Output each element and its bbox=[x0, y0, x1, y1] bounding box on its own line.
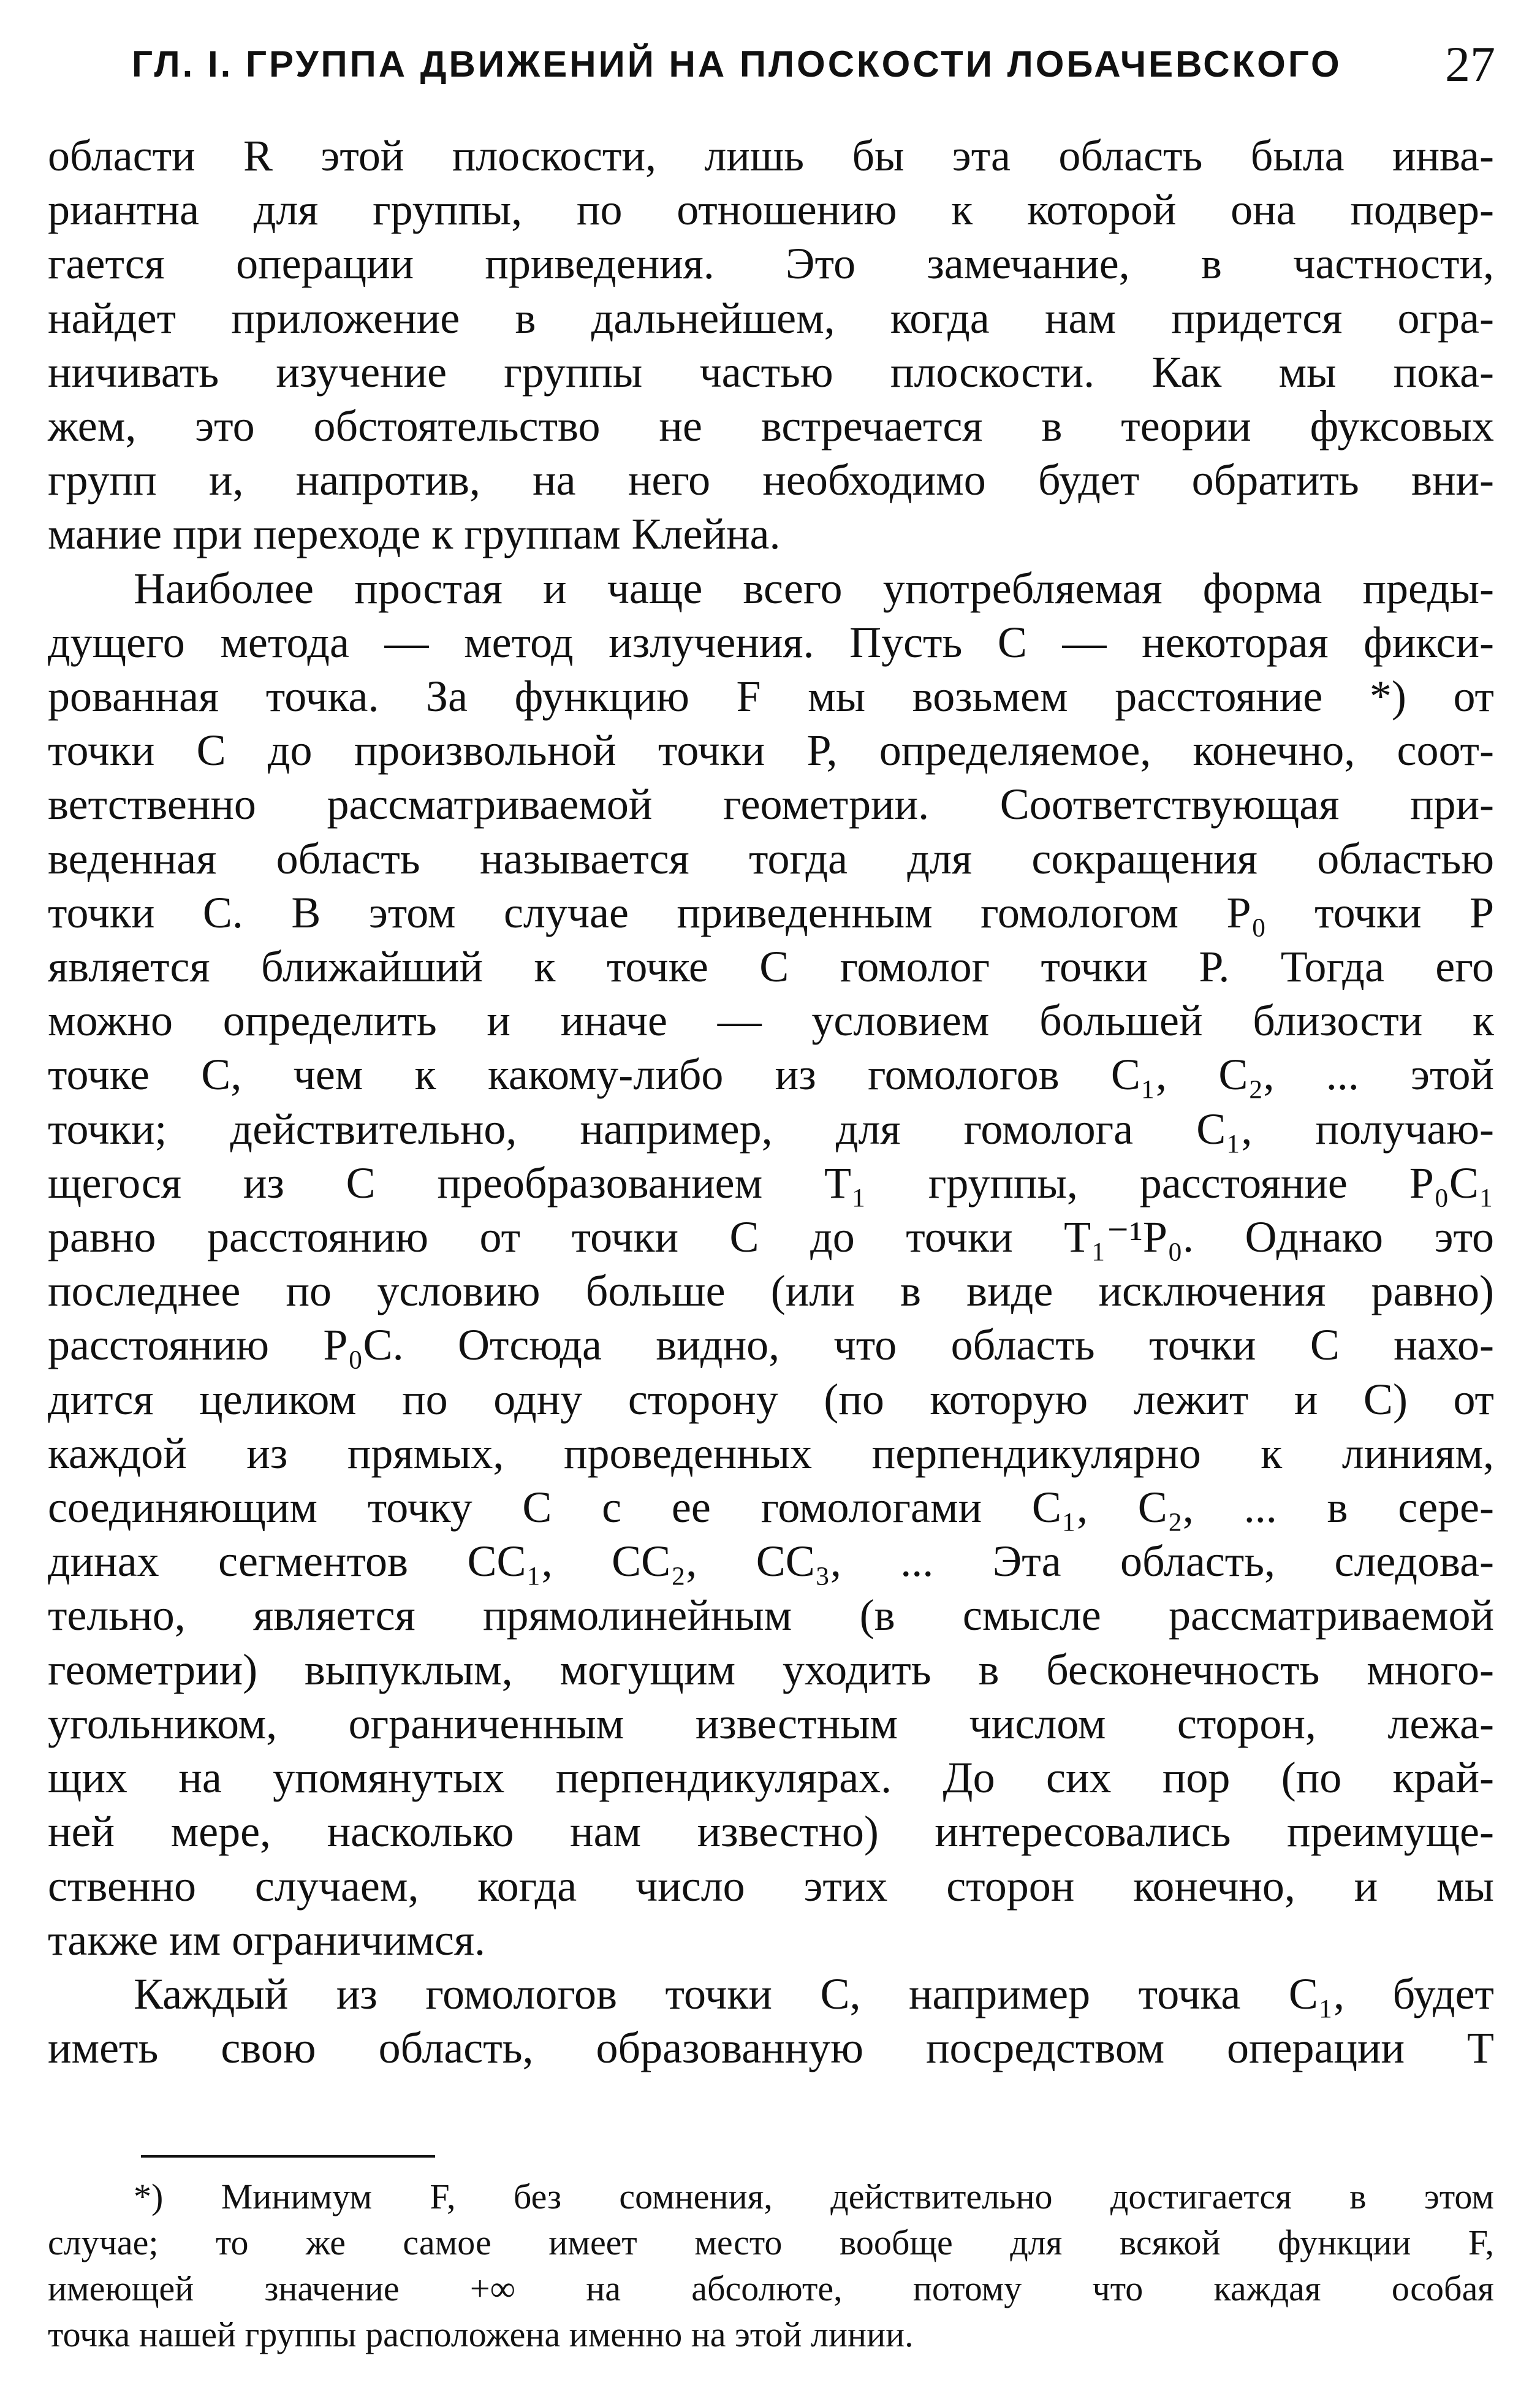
text-line: щегося из C преобразованием T₁ группы, расстояние P₀C₁ bbox=[48, 1158, 1494, 1208]
text-line: точки; действительно, например, для гомолога C₁, получаю- bbox=[48, 1104, 1494, 1154]
text-line: ственно случаем, когда число этих сторон конечно, и мы bbox=[48, 1861, 1494, 1911]
text-line: точки C до произвольной точки P, определяемое, конечно, соот- bbox=[48, 726, 1494, 775]
page-number: 27 bbox=[1445, 36, 1495, 92]
text-line: гается операции приведения. Это замечание, в частности, bbox=[48, 239, 1494, 289]
text-line: Наиболее простая и чаще всего употребляемая форма преды- bbox=[134, 563, 1494, 613]
text-line: ней мере, насколько нам известно) интересовались преимуще- bbox=[48, 1807, 1494, 1857]
footnote-divider bbox=[141, 2155, 435, 2158]
text-line: равно расстоянию от точки C до точки T₁⁻¹P₀. Однако это bbox=[48, 1212, 1494, 1262]
text-line: риантна для группы, по отношению к которой она подвер- bbox=[48, 185, 1494, 235]
paragraph-2 bbox=[48, 561, 1494, 1967]
text-line: расстоянию P₀C. Отсюда видно, что область точки C нахо- bbox=[48, 1320, 1494, 1370]
running-header bbox=[132, 25, 1495, 104]
text-line: дущего метода — метод излучения. Пусть C — некоторая фикси- bbox=[48, 617, 1494, 667]
text-line: последнее по условию больше (или в виде исключения равно) bbox=[48, 1266, 1494, 1316]
text-line: можно определить и иначе — условием большей близости к bbox=[48, 996, 1494, 1046]
text-line: области R этой плоскости, лишь бы эта область была инва- bbox=[48, 131, 1494, 180]
main-text bbox=[48, 129, 1494, 2075]
footnote-line: *) Минимум F, без сомнения, действительно достигается в этом bbox=[134, 2177, 1494, 2216]
text-line: Каждый из гомологов точки C, например точка C₁, будет bbox=[134, 1969, 1494, 2018]
paragraph-3 bbox=[48, 1967, 1494, 2075]
text-line: ничивать изучение группы частью плоскости. Как мы пока- bbox=[48, 347, 1494, 397]
footnote-line: точка нашей группы расположена именно на этой линии. bbox=[48, 2315, 914, 2354]
text-line: тельно, является прямолинейным (в смысле рассматриваемой bbox=[48, 1591, 1494, 1640]
text-line: соединяющим точку C с ее гомологами C₁, C₂, ... в сере- bbox=[48, 1483, 1494, 1532]
chapter-title: ГЛ. I. ГРУППА ДВИЖЕНИЙ НА ПЛОСКОСТИ ЛОБАЧЕВСКОГО bbox=[132, 44, 1342, 85]
text-line: иметь свою область, образованную посредством операции T bbox=[48, 2023, 1494, 2073]
text-line: каждой из прямых, проведенных перпендикулярно к линиям, bbox=[48, 1428, 1494, 1478]
footnote-line: имеющей значение +∞ на абсолюте, потому что каждая особая bbox=[48, 2269, 1494, 2308]
text-line: является ближайший к точке C гомолог точки P. Тогда его bbox=[48, 942, 1494, 992]
text-line: групп и, напротив, на него необходимо будет обратить вни- bbox=[48, 455, 1494, 505]
footnote-line: случае; то же самое имеет место вообще для всякой функции F, bbox=[48, 2223, 1494, 2262]
text-line: ветственно рассматриваемой геометрии. Соответствующая при- bbox=[48, 780, 1494, 829]
text-line: щих на упомянутых перпендикулярах. До сих пор (по край- bbox=[48, 1753, 1494, 1803]
footnote bbox=[48, 2174, 1494, 2357]
text-line: рованная точка. За функцию F мы возьмем расстояние *) от bbox=[48, 672, 1494, 721]
text-line: найдет приложение в дальнейшем, когда нам придется огра- bbox=[48, 293, 1494, 343]
text-line: геометрии) выпуклым, могущим уходить в бесконечность много- bbox=[48, 1645, 1494, 1694]
text-line: угольником, ограниченным известным числом сторон, лежа- bbox=[48, 1698, 1494, 1748]
text-line: веденная область называется тогда для сокращения областью bbox=[48, 834, 1494, 883]
text-line: дится целиком по одну сторону (по которую лежит и C) от bbox=[48, 1374, 1494, 1424]
paragraph-1 bbox=[48, 129, 1494, 561]
text-line: мание при переходе к группам Клейна. bbox=[48, 509, 781, 559]
text-line: точки C. В этом случае приведенным гомологом P₀ точки P bbox=[48, 888, 1494, 937]
text-line: также им ограничимся. bbox=[48, 1915, 486, 1965]
text-line: точке C, чем к какому-либо из гомологов C₁, C₂, ... этой bbox=[48, 1050, 1494, 1100]
text-line: динах сегментов CC₁, CC₂, CC₃, ... Эта область, следова- bbox=[48, 1537, 1494, 1586]
text-line: жем, это обстоятельство не встречается в теории фуксовых bbox=[48, 401, 1494, 451]
